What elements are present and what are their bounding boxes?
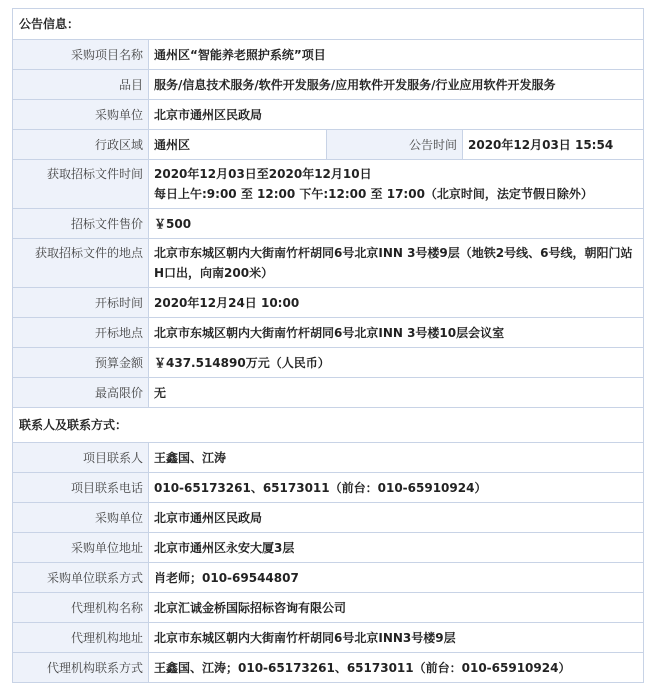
max-price-label: 最高限价	[13, 378, 149, 408]
doc-time-value	[149, 160, 644, 209]
category-label: 品目	[13, 70, 149, 100]
doc-price-value: ￥500	[149, 209, 644, 239]
section-contacts: 联系人及联系方式：	[13, 408, 644, 443]
doc-location-value: 北京市东城区朝内大街南竹杆胡同6号北京INN 3号楼9层（地铁2号线、6号线，朝阳门站H口出，向南200米）	[149, 239, 644, 288]
agency-address-label: 代理机构地址	[13, 623, 149, 653]
region-label: 行政区域	[13, 130, 149, 160]
doc-time-label: 获取招标文件时间	[13, 160, 149, 209]
table-row	[13, 70, 644, 100]
budget-value: ￥437.514890万元（人民币）	[149, 348, 644, 378]
table-row	[13, 209, 644, 239]
region-value: 通州区	[149, 130, 327, 160]
project-contact-label: 项目联系人	[13, 443, 149, 473]
table-row	[13, 100, 644, 130]
open-time-label: 开标时间	[13, 288, 149, 318]
project-contact-value: 王鑫国、江涛	[149, 443, 644, 473]
purchaser-address-value: 北京市通州区永安大厦3层	[149, 533, 644, 563]
table-row	[13, 40, 644, 70]
purchaser-label: 采购单位	[13, 100, 149, 130]
purchaser-contact-value: 肖老师；010-69544807	[149, 563, 644, 593]
doc-price-label: 招标文件售价	[13, 209, 149, 239]
announcement-table	[12, 8, 644, 683]
table-row	[13, 653, 644, 683]
table-row	[13, 563, 644, 593]
table-row	[13, 593, 644, 623]
doc-location-label: 获取招标文件的地点	[13, 239, 149, 288]
table-row	[13, 503, 644, 533]
announce-time-value: 2020年12月03日 15:54	[463, 130, 644, 160]
section-announcement: 公告信息：	[13, 9, 644, 40]
project-name-label: 采购项目名称	[13, 40, 149, 70]
project-name-value: 通州区“智能养老照护系统”项目	[149, 40, 644, 70]
purchaser-contact-label: 采购单位联系方式	[13, 563, 149, 593]
agency-address-value: 北京市东城区朝内大街南竹杆胡同6号北京INN3号楼9层	[149, 623, 644, 653]
table-row	[13, 473, 644, 503]
open-location-value: 北京市东城区朝内大街南竹杆胡同6号北京INN 3号楼10层会议室	[149, 318, 644, 348]
project-phone-value: 010-65173261、65173011（前台：010-65910924）	[149, 473, 644, 503]
table-row	[13, 288, 644, 318]
max-price-value: 无	[149, 378, 644, 408]
table-row	[13, 533, 644, 563]
purchaser2-value: 北京市通州区民政局	[149, 503, 644, 533]
agency-name-value: 北京汇诚金桥国际招标咨询有限公司	[149, 593, 644, 623]
table-row	[13, 160, 644, 209]
budget-label: 预算金额	[13, 348, 149, 378]
purchaser2-label: 采购单位	[13, 503, 149, 533]
announce-time-label: 公告时间	[327, 130, 463, 160]
purchaser-value: 北京市通州区民政局	[149, 100, 644, 130]
table-row	[13, 443, 644, 473]
table-row	[13, 318, 644, 348]
agency-contact-value: 王鑫国、江涛；010-65173261、65173011（前台：010-65910924）	[149, 653, 644, 683]
doc-time-dates: 2020年12月03日至2020年12月10日	[154, 167, 372, 181]
table-row	[13, 130, 644, 160]
project-phone-label: 项目联系电话	[13, 473, 149, 503]
table-row	[13, 239, 644, 288]
table-row	[13, 348, 644, 378]
agency-name-label: 代理机构名称	[13, 593, 149, 623]
table-row	[13, 378, 644, 408]
open-time-value: 2020年12月24日 10:00	[149, 288, 644, 318]
table-row	[13, 623, 644, 653]
open-location-label: 开标地点	[13, 318, 149, 348]
doc-time-hours: 每日上午:9:00 至 12:00 下午:12:00 至 17:00（北京时间，法定节假日除外）	[154, 187, 593, 201]
purchaser-address-label: 采购单位地址	[13, 533, 149, 563]
agency-contact-label: 代理机构联系方式	[13, 653, 149, 683]
category-value: 服务/信息技术服务/软件开发服务/应用软件开发服务/行业应用软件开发服务	[149, 70, 644, 100]
